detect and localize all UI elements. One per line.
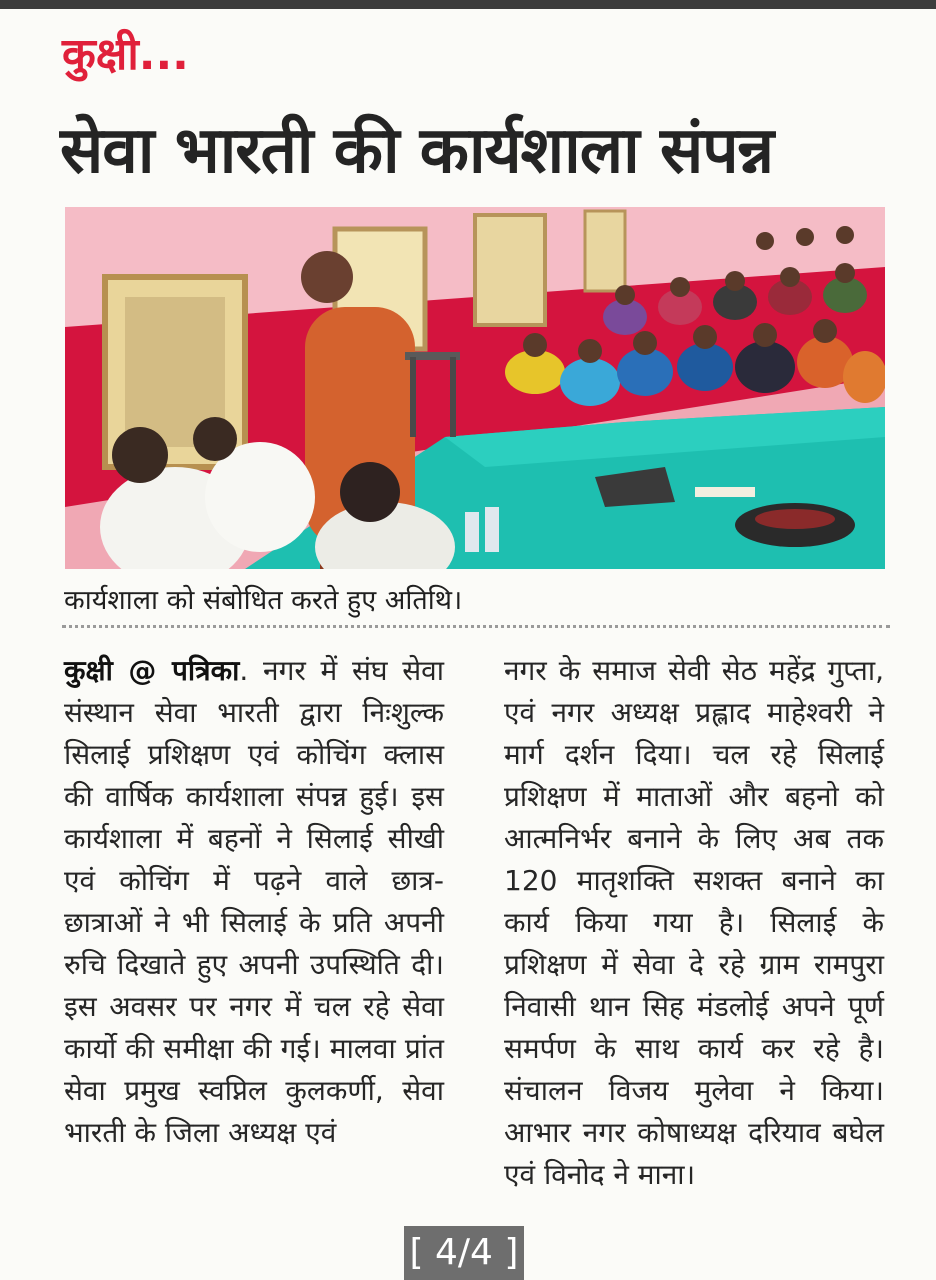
article-column-right [504,650,884,1196]
page-indicator: [ 4/4 ] [404,1226,524,1280]
article-body-right: नगर के समाज सेवी सेठ महेंद्र गुप्ता, एवं नगर अध्यक्ष प्रह्लाद माहेश्वरी ने मार्ग दर्शन दिया। चल रहे सिलाई प्रशिक्षण में माताओं और बहनो को आत्मनिर्भर बनाने के लिए अब तक 120 मातृशक्ति सशक्त बनाने का कार्य किया गया है। सिलाई के प्रशिक्षण में सेवा दे रहे ग्राम रामपुरा निवासी थान सिह मंडलोई अपने पूर्ण समर्पण के साथ कार्य कर रहे है। संचालन विजय मुलेवा ने किया। आभार नगर कोषाध्यक्ष दरियाव बघेल एवं विनोद ने माना। [504,654,884,1191]
article-dateline: कुक्षी @ पत्रिका [64,654,240,687]
dotted-divider [62,625,890,628]
article-kicker: कुक्षी... [62,29,189,80]
photo-caption: कार्यशाला को संबोधित करते हुए अतिथि। [64,585,463,616]
article-photo [65,207,885,569]
article-headline: सेवा भारती की कार्यशाला संपन्न [60,114,774,188]
article-column-left [64,650,444,1154]
top-bar [0,0,936,9]
article-body-left: . नगर में संघ सेवा संस्थान सेवा भारती द्वारा निःशुल्क सिलाई प्रशिक्षण एवं कोचिंग क्लास की वार्षिक कार्यशाला संपन्न हुई। इस कार्यशाला में बहनों ने सिलाई सीखी एवं कोचिंग में पढ़ने वाले छात्र-छात्राओं ने भी सिलाई के प्रति अपनी रुचि दिखाते हुए अपनी उपस्थिति दी। इस अवसर पर नगर में चल रहे सेवा कार्यो की समीक्षा की गई। मालवा प्रांत सेवा प्रमुख स्वप्निल कुलकर्णी, सेवा भारती के जिला अध्यक्ष एवं [64,654,444,1149]
